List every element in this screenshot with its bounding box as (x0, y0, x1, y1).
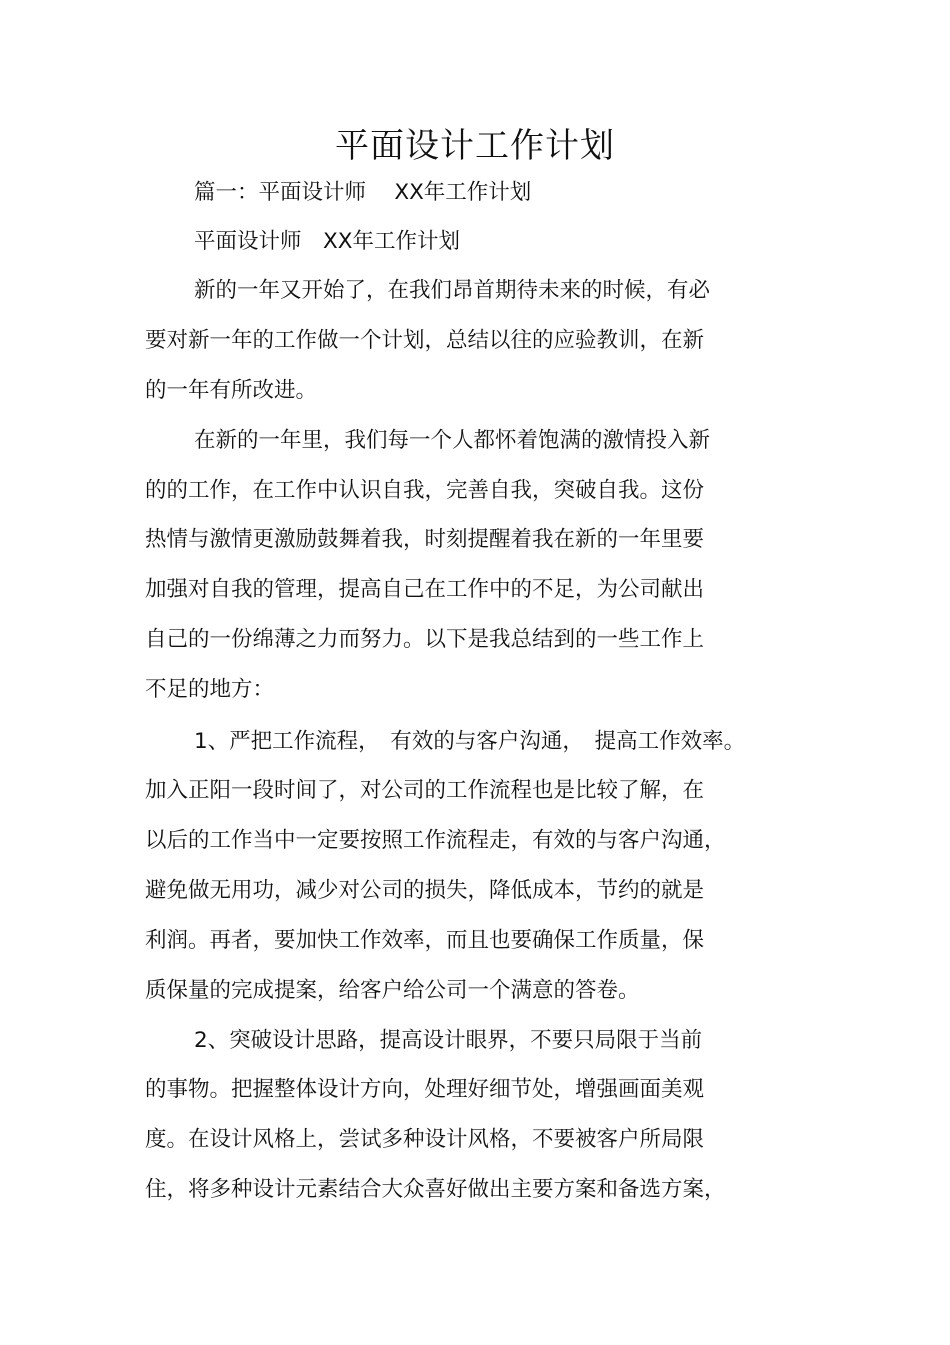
list-item-heading: 1、严把工作流程， 有效的与客户沟通， 提高工作效率。 (194, 729, 746, 754)
document-subtitle: 平面设计师 XX年工作计划 (194, 229, 460, 254)
paragraph-line: 以后的工作当中一定要按照工作流程走，有效的与客户沟通， (145, 828, 726, 853)
paragraph-line: 度。在设计风格上，尝试多种设计风格，不要被客户所局限 (145, 1127, 705, 1152)
paragraph-line: 的一年有所改进。 (145, 378, 318, 403)
paragraph-line: 新的一年又开始了，在我们昂首期待未来的时候，有必 (194, 278, 711, 303)
paragraph-line: 加入正阳一段时间了，对公司的工作流程也是比较了解，在 (145, 778, 705, 803)
paragraph-line: 在新的一年里，我们每一个人都怀着饱满的激情投入新 (194, 428, 711, 453)
paragraph-line: 质保量的完成提案，给客户给公司一个满意的答卷。 (145, 978, 640, 1003)
paragraph-line: 利润。再者，要加快工作效率，而且也要确保工作质量，保 (145, 928, 705, 953)
paragraph-line: 的的工作，在工作中认识自我，完善自我，突破自我。这份 (145, 478, 705, 503)
paragraph-line: 自己的一份绵薄之力而努力。以下是我总结到的一些工作上 (145, 627, 705, 652)
paragraph-line: 热情与激情更激励鼓舞着我，时刻提醒着我在新的一年里要 (145, 527, 705, 552)
document-title: 平面设计工作计划 (335, 126, 615, 166)
paragraph-line: 加强对自我的管理，提高自己在工作中的不足，为公司献出 (145, 577, 705, 602)
chapter-heading: 篇一：平面设计师 XX年工作计划 (194, 180, 532, 205)
paragraph-line: 要对新一年的工作做一个计划，总结以往的应验教训，在新 (145, 328, 705, 353)
paragraph-line: 不足的地方： (145, 677, 275, 702)
paragraph-line: 的事物。把握整体设计方向，处理好细节处，增强画面美观 (145, 1077, 705, 1102)
list-item-heading: 2、突破设计思路，提高设计眼界，不要只局限于当前 (194, 1028, 703, 1053)
paragraph-line: 住，将多种设计元素结合大众喜好做出主要方案和备选方案， (145, 1177, 726, 1202)
paragraph-line: 避免做无用功，减少对公司的损失，降低成本，节约的就是 (145, 878, 705, 903)
